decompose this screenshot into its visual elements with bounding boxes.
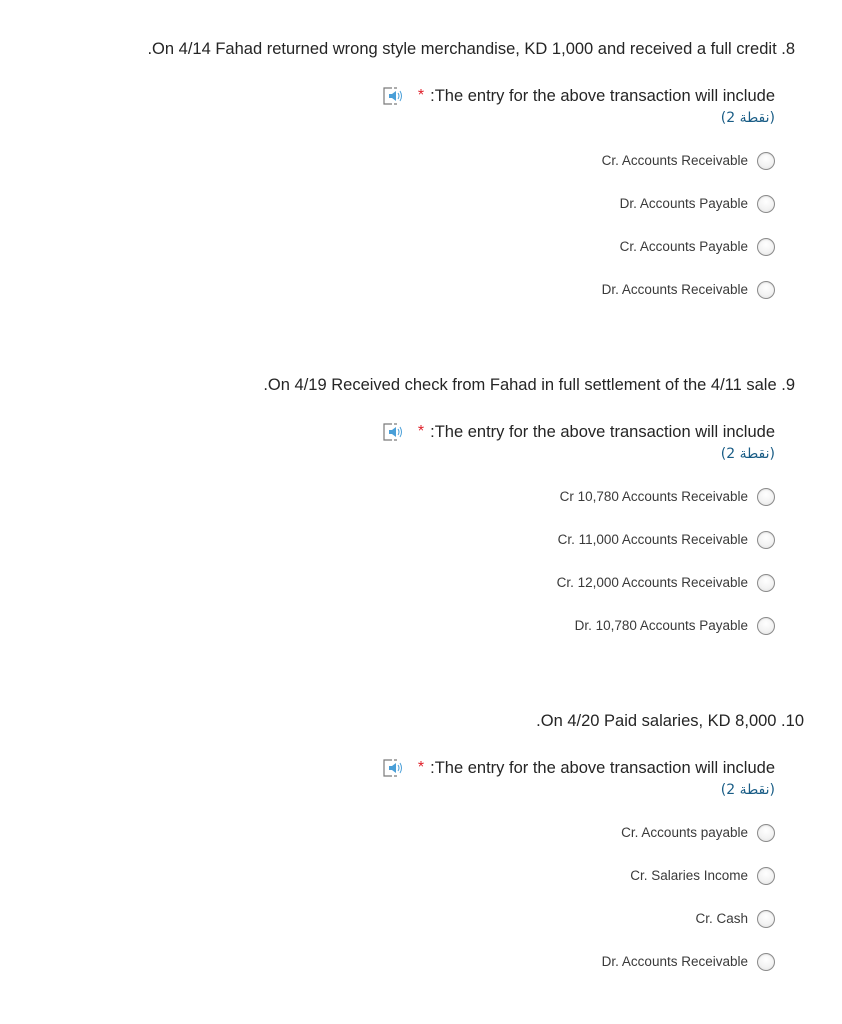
prompt-text: :The entry for the above transaction will include <box>430 423 775 441</box>
option-radio[interactable] <box>695 908 775 930</box>
points-label: (2 نقطة) <box>720 782 775 798</box>
option-radio[interactable] <box>557 572 775 594</box>
option-label: Dr. Accounts Receivable <box>601 282 748 297</box>
points-label: (2 نقطة) <box>720 110 775 126</box>
prompt-text: :The entry for the above transaction will include <box>430 759 775 777</box>
speaker-icon[interactable] <box>382 758 404 778</box>
option-radio[interactable] <box>620 236 775 258</box>
speaker-icon[interactable] <box>382 86 404 106</box>
question-prompt-row <box>382 85 775 107</box>
option-radio[interactable] <box>602 279 775 301</box>
radio-button[interactable] <box>757 281 775 299</box>
required-mark: * <box>417 423 425 440</box>
option-radio[interactable] <box>575 615 775 637</box>
required-mark: * <box>417 87 425 104</box>
option-radio[interactable] <box>621 822 775 844</box>
question-prompt-row <box>382 757 775 779</box>
question-title: .On 4/19 Received check from Fahad in full settlement of the 4/11 sale .9 <box>263 376 795 394</box>
option-radio[interactable] <box>602 150 775 172</box>
speaker-icon[interactable] <box>382 422 404 442</box>
radio-button[interactable] <box>757 238 775 256</box>
radio-button[interactable] <box>757 910 775 928</box>
radio-button[interactable] <box>757 617 775 635</box>
option-label: Cr. 11,000 Accounts Receivable <box>557 532 748 547</box>
option-label: Cr. 12,000 Accounts Receivable <box>556 575 748 590</box>
option-radio[interactable] <box>558 529 775 551</box>
option-label: Dr. Accounts Payable <box>619 196 748 211</box>
option-label: Cr. Accounts payable <box>621 825 748 840</box>
option-radio[interactable] <box>630 865 775 887</box>
question-prompt-row <box>382 421 775 443</box>
option-label: Cr 10,780 Accounts Receivable <box>559 489 748 504</box>
prompt-text: :The entry for the above transaction will include <box>430 87 775 105</box>
question-title: .On 4/20 Paid salaries, KD 8,000 .10 <box>536 712 804 730</box>
option-radio[interactable] <box>560 486 775 508</box>
radio-button[interactable] <box>757 152 775 170</box>
option-label: Cr. Cash <box>695 911 748 926</box>
required-mark: * <box>417 759 425 776</box>
option-radio[interactable] <box>602 951 775 973</box>
option-radio[interactable] <box>620 193 775 215</box>
question-title: .On 4/14 Fahad returned wrong style merchandise, KD 1,000 and received a full credit .8 <box>147 40 795 58</box>
radio-button[interactable] <box>757 195 775 213</box>
radio-button[interactable] <box>757 824 775 842</box>
option-label: Cr. Accounts Receivable <box>601 153 748 168</box>
option-label: Dr. Accounts Receivable <box>601 954 748 969</box>
option-label: Dr. 10,780 Accounts Payable <box>574 618 748 633</box>
radio-button[interactable] <box>757 953 775 971</box>
option-label: Cr. Salaries Income <box>630 868 748 883</box>
radio-button[interactable] <box>757 488 775 506</box>
radio-button[interactable] <box>757 574 775 592</box>
radio-button[interactable] <box>757 531 775 549</box>
radio-button[interactable] <box>757 867 775 885</box>
points-label: (2 نقطة) <box>720 446 775 462</box>
option-label: Cr. Accounts Payable <box>619 239 748 254</box>
